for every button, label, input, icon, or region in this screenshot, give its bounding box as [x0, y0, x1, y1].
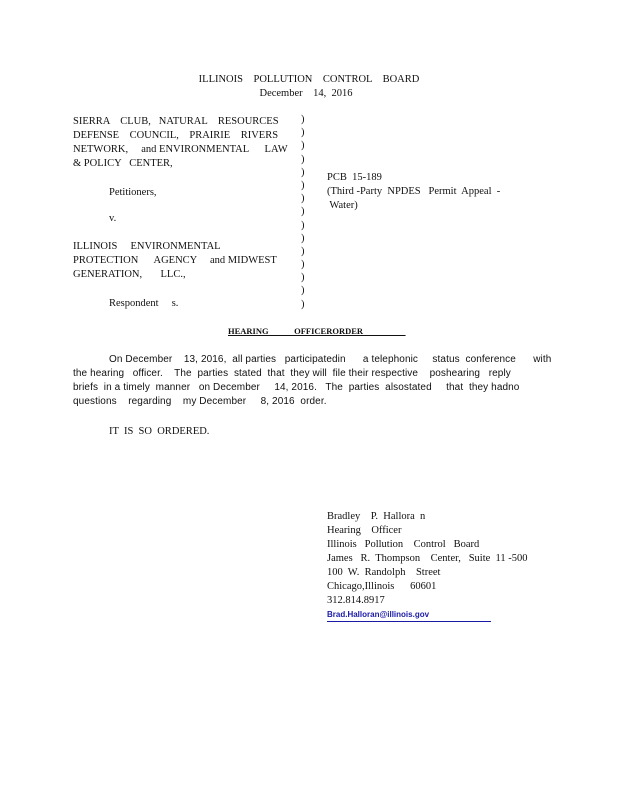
petitioner-line: SIERRA CLUB, NATURAL RESOURCES [73, 116, 279, 127]
paren: ) [301, 166, 305, 178]
paragraph-line: briefs in a timely manner on December 14, 2016. The parties alsostated that they hadno [73, 382, 520, 393]
case-number: PCB 15-189 [327, 172, 382, 183]
signer-org: Illinois Pollution Control Board [327, 539, 480, 550]
signer-street: 100 W. Randolph Street [327, 567, 441, 578]
paren: ) [301, 179, 305, 191]
signer-phone: 312.814.8917 [327, 595, 385, 606]
paren: ) [301, 272, 305, 284]
petitioner-line: NETWORK, and ENVIRONMENTAL LAW [73, 144, 288, 155]
signer-name: Bradley P. Hallora n [327, 511, 426, 522]
paren: ) [301, 140, 305, 152]
closing-statement: IT IS SO ORDERED. [109, 426, 210, 437]
respondents-label: Respondent s. [109, 298, 179, 309]
paren: ) [301, 114, 305, 125]
versus-label: v. [109, 213, 117, 224]
signer-address: James R. Thompson Center, Suite 11 -500 [327, 553, 528, 564]
paren: ) [301, 153, 305, 165]
signer-email-link[interactable]: Brad.Halloran@illinois.gov [327, 608, 491, 622]
petitioner-line: & POLICY CENTER, [73, 158, 173, 169]
respondent-line: GENERATION, LLC., [73, 269, 186, 280]
signer-title: Hearing Officer [327, 525, 402, 536]
order-title: HEARING OFFICERORDER [228, 326, 406, 336]
paragraph-line: questions regarding my December 8, 2016 order. [73, 396, 327, 407]
case-type-cont: Water) [327, 200, 358, 211]
paren: ) [301, 298, 305, 310]
paren: ) [301, 285, 305, 297]
petitioner-line: DEFENSE COUNCIL, PRAIRIE RIVERS [73, 130, 279, 141]
petitioners-label: Petitioners, [109, 187, 157, 198]
signer-city: Chicago,Illinois 60601 [327, 581, 437, 592]
case-type: (Third -Party NPDES Permit Appeal - [327, 186, 501, 197]
respondent-line: PROTECTION AGENCY and MIDWEST [73, 255, 277, 266]
order-date: December 14, 2016 [259, 88, 353, 99]
paren: ) [301, 206, 305, 218]
paren: ) [301, 219, 305, 231]
paren: ) [301, 232, 305, 244]
paren: ) [301, 245, 305, 257]
board-name: ILLINOIS POLLUTION CONTROL BOARD [198, 74, 420, 85]
paragraph-line: the hearing officer. The parties stated that they will file their respective poshearing reply [73, 368, 511, 379]
respondent-line: ILLINOIS ENVIRONMENTAL [73, 241, 221, 252]
paren: ) [301, 259, 305, 271]
paren: ) [301, 127, 305, 139]
caption-parentheses [301, 113, 311, 311]
paragraph-line: On December 13, 2016, all parties participatedin a telephonic status conference with [109, 354, 552, 365]
paren: ) [301, 193, 305, 205]
